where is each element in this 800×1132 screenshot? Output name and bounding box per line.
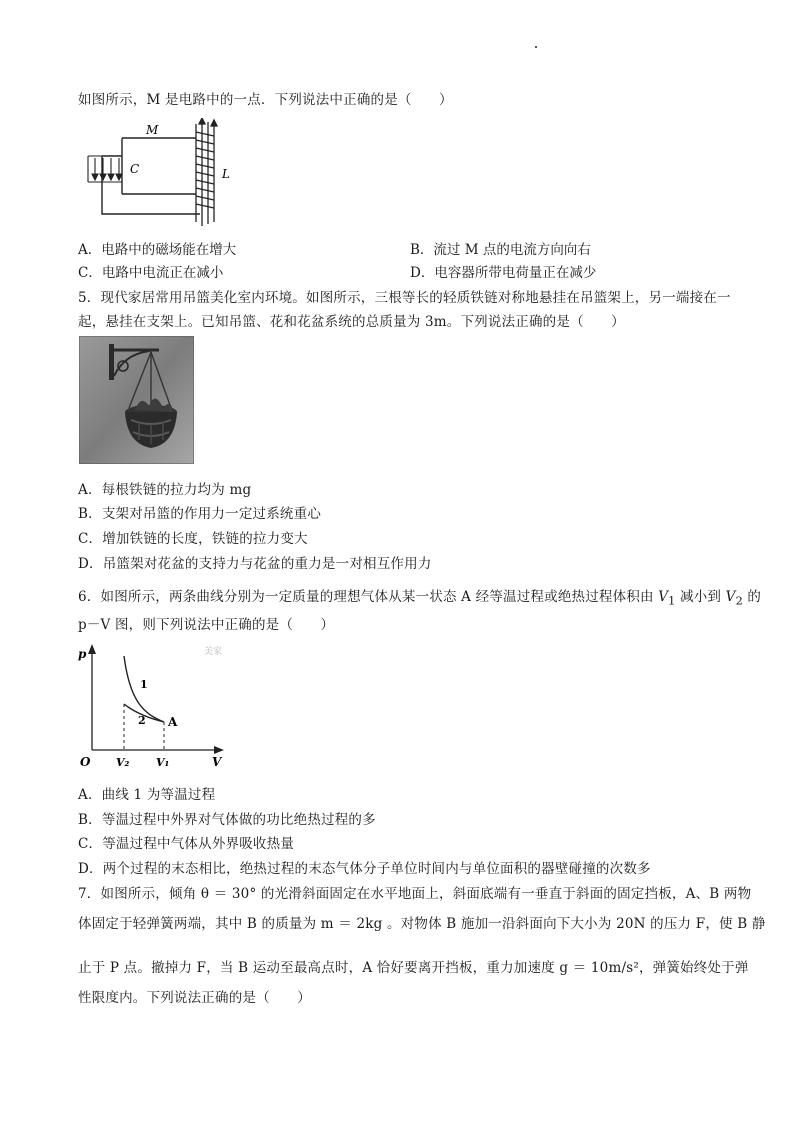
axis-p-label: p [78,647,87,661]
v2-symbol: V [725,589,736,605]
q7-line3: 止于 P 点。撤掉力 F，当 B 运动至最高点时，A 恰好要离开挡板，重力加速度 g ＝ 10m/s²，弹簧始终处于弹 [78,960,749,976]
q7-line1: 7．如图所示，倾角 θ ＝ 30° 的光滑斜面固定在水平地面上，斜面底端有一垂直于斜面的固定挡板，A、B 两物 [78,886,752,902]
q5-option-b: B．支架对吊篮的作用力一定过系统重心 [78,506,322,522]
v1-subscript: 1 [668,594,676,608]
q6-stem-text-c: 的 [742,589,762,605]
q5-option-a: A．每根铁链的拉力均为 mg [78,482,252,498]
q6-stem-line2: p－V 图，则下列说法中正确的是（ ） [78,617,335,633]
q4-option-b: B．流过 M 点的电流方向向右 [410,242,591,258]
q6-option-c: C．等温过程中气体从外界吸收热量 [78,836,295,852]
q7-line2: 体固定于轻弹簧两端，其中 B 的质量为 m ＝ 2kg 。对物体 B 施加一沿斜面向下大小为 20N 的压力 F，使 B 静 [78,916,766,932]
scan-speck [535,46,537,48]
hanging-basket-photo [79,336,194,464]
q5-option-d: D．吊篮架对花盆的支持力与花盆的重力是一对相互作用力 [78,556,432,572]
graph-watermark: 美家 [204,647,223,657]
q7-line4: 性限度内。下列说法正确的是（ ） [78,990,311,1006]
lc-circuit-diagram [78,118,258,228]
label-c: C [130,162,140,176]
q4-option-c: C．电路中电流正在减小 [78,265,224,281]
v2-subscript: 2 [735,594,743,608]
v1-tick-label: V₁ [156,756,170,769]
label-m: M [146,123,159,137]
q6-stem-line1 [78,585,761,608]
origin-label: O [80,755,91,769]
q4-stem: 如图所示，M 是电路中的一点．下列说法中正确的是（ ） [78,92,453,108]
pv-graph [78,642,228,772]
curve-2-label: 2 [138,714,146,727]
label-l: L [222,167,230,181]
q5-option-c: C．增加铁链的长度，铁链的拉力变大 [78,531,308,547]
q5-stem-line1: 5．现代家居常用吊篮美化室内环境。如图所示，三根等长的轻质铁链对称地悬挂在吊篮架上，另一端接在一 [78,290,731,306]
curve-1-label: 1 [140,678,148,691]
q6-option-d: D．两个过程的末态相比，绝热过程的末态气体分子单位时间内与单位面积的器壁碰撞的次数多 [78,861,651,877]
q4-option-a: A．电路中的磁场能在增大 [78,242,237,258]
q6-option-a: A．曲线 1 为等温过程 [78,787,216,803]
q5-stem-line2: 起，悬挂在支架上。已知吊篮、花和花盆系统的总质量为 3m。下列说法正确的是（ ） [78,314,625,330]
q4-option-d: D．电容器所带电荷量正在减少 [410,265,597,281]
q6-stem-text-a: 6．如图所示，两条曲线分别为一定质量的理想气体从某一状态 A 经等温过程或绝热过程体积由 [78,589,659,605]
q6-option-b: B．等温过程中外界对气体做的功比绝热过程的多 [78,812,376,828]
v1-symbol: V [658,589,669,605]
axis-v-label: V [212,755,222,769]
v2-tick-label: V₂ [116,756,130,769]
point-a-label: A [168,715,178,729]
q6-stem-text-b: 减小到 [675,589,726,605]
